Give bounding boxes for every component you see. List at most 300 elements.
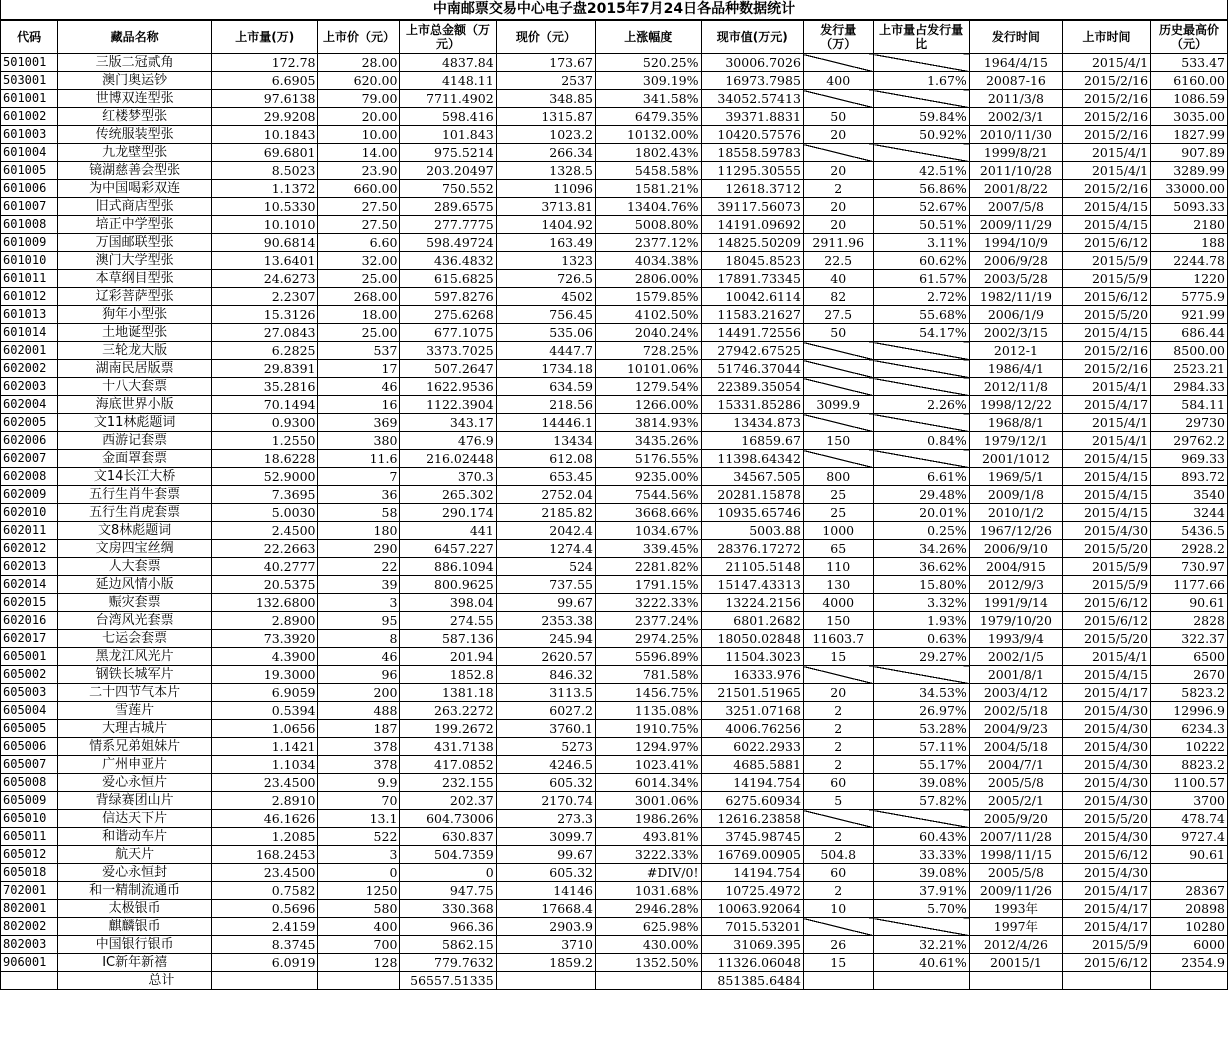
table-cell bbox=[803, 450, 873, 468]
table-row bbox=[1, 594, 1228, 612]
table-cell: 3700 bbox=[1151, 792, 1228, 810]
table-cell: 180 bbox=[318, 522, 400, 540]
table-cell: 3710 bbox=[496, 936, 595, 954]
table-cell: 10280 bbox=[1151, 918, 1228, 936]
table-cell: 58 bbox=[318, 504, 400, 522]
table-row bbox=[1, 504, 1228, 522]
table-row bbox=[1, 378, 1228, 396]
table-cell: 人大套票 bbox=[58, 558, 212, 576]
table-cell: 11096 bbox=[496, 180, 595, 198]
table-cell: 11603.7 bbox=[803, 630, 873, 648]
table-cell: 781.58% bbox=[596, 666, 701, 684]
table-cell: 5.0030 bbox=[211, 504, 318, 522]
table-cell: 2015/4/1 bbox=[1063, 144, 1151, 162]
table-cell: 478.74 bbox=[1151, 810, 1228, 828]
table-cell: 2537 bbox=[496, 72, 595, 90]
table-cell: 605003 bbox=[1, 684, 58, 702]
table-cell: 430.00% bbox=[596, 936, 701, 954]
table-cell: 3.32% bbox=[873, 594, 969, 612]
table-cell: 2004/7/1 bbox=[969, 756, 1062, 774]
table-cell: 1031.68% bbox=[596, 882, 701, 900]
table-cell: 322.37 bbox=[1151, 630, 1228, 648]
table-cell: 1294.97% bbox=[596, 738, 701, 756]
table-cell: 503001 bbox=[1, 72, 58, 90]
table-cell: 3668.66% bbox=[596, 504, 701, 522]
table-cell: 12618.3712 bbox=[701, 180, 803, 198]
table-cell: 1997年 bbox=[969, 918, 1062, 936]
table-cell: 15.80% bbox=[873, 576, 969, 594]
table-cell: 507.2647 bbox=[400, 360, 496, 378]
table-cell: 22389.35054 bbox=[701, 378, 803, 396]
table-cell: 339.45% bbox=[596, 540, 701, 558]
table-cell: 2015/4/30 bbox=[1063, 720, 1151, 738]
table-row bbox=[1, 252, 1228, 270]
table-cell: 2006/9/10 bbox=[969, 540, 1062, 558]
table-cell: 20 bbox=[803, 684, 873, 702]
table-cell: 57.82% bbox=[873, 792, 969, 810]
table-cell: 343.17 bbox=[400, 414, 496, 432]
table-cell: 1998/12/22 bbox=[969, 396, 1062, 414]
table-cell: 1.0656 bbox=[211, 720, 318, 738]
table-cell: 太极银币 bbox=[58, 900, 212, 918]
table-cell: 9.9 bbox=[318, 774, 400, 792]
table-row bbox=[1, 306, 1228, 324]
table-cell: 36 bbox=[318, 486, 400, 504]
table-cell: 601011 bbox=[1, 270, 58, 288]
table-cell: 2015/2/16 bbox=[1063, 126, 1151, 144]
header-row bbox=[1, 21, 1228, 54]
table-cell: 163.49 bbox=[496, 234, 595, 252]
table-cell: 11295.30555 bbox=[701, 162, 803, 180]
table-cell: 55.68% bbox=[873, 306, 969, 324]
table-cell: 10222 bbox=[1151, 738, 1228, 756]
table-cell: 61.57% bbox=[873, 270, 969, 288]
table-cell: 27.50 bbox=[318, 216, 400, 234]
table-cell: 95 bbox=[318, 612, 400, 630]
table-cell: 602016 bbox=[1, 612, 58, 630]
table-cell: 601006 bbox=[1, 180, 58, 198]
table-cell: 601002 bbox=[1, 108, 58, 126]
table-cell: 605005 bbox=[1, 720, 58, 738]
table-cell: 1802.43% bbox=[596, 144, 701, 162]
table-cell: 59.84% bbox=[873, 108, 969, 126]
table-cell bbox=[1063, 972, 1151, 990]
table-cell: 10 bbox=[803, 900, 873, 918]
table-cell: 2015/5/9 bbox=[1063, 576, 1151, 594]
table-cell: 2015/4/1 bbox=[1063, 432, 1151, 450]
table-cell: 2244.78 bbox=[1151, 252, 1228, 270]
table-cell: 26.97% bbox=[873, 702, 969, 720]
table-cell: 2003/4/12 bbox=[969, 684, 1062, 702]
table-cell: 2984.33 bbox=[1151, 378, 1228, 396]
table-cell bbox=[803, 342, 873, 360]
table-cell: 1827.99 bbox=[1151, 126, 1228, 144]
table-cell: 70 bbox=[318, 792, 400, 810]
table-cell bbox=[1151, 864, 1228, 882]
table-cell: 7711.4902 bbox=[400, 90, 496, 108]
table-cell: 16769.00905 bbox=[701, 846, 803, 864]
table-cell: 99.67 bbox=[496, 846, 595, 864]
table-cell: 6.0919 bbox=[211, 954, 318, 972]
table-cell: 3251.07168 bbox=[701, 702, 803, 720]
table-row bbox=[1, 126, 1228, 144]
table-cell: 土地诞型张 bbox=[58, 324, 212, 342]
table-cell: 2806.00% bbox=[596, 270, 701, 288]
sheet-title: 中南邮票交易中心电子盘2015年7月24日各品种数据统计 bbox=[0, 0, 1228, 20]
table-cell: 14194.754 bbox=[701, 864, 803, 882]
table-cell: 3.11% bbox=[873, 234, 969, 252]
table-row bbox=[1, 684, 1228, 702]
table-cell: 2015/2/16 bbox=[1063, 90, 1151, 108]
table-row bbox=[1, 702, 1228, 720]
table-cell: 18.6228 bbox=[211, 450, 318, 468]
table-cell: 2015/4/1 bbox=[1063, 414, 1151, 432]
table-cell: 20 bbox=[803, 198, 873, 216]
table-cell: 情系兄弟姐妹片 bbox=[58, 738, 212, 756]
table-cell: 602007 bbox=[1, 450, 58, 468]
table-cell: 27.5 bbox=[803, 306, 873, 324]
table-cell: 605011 bbox=[1, 828, 58, 846]
table-cell: 601013 bbox=[1, 306, 58, 324]
table-cell: 2620.57 bbox=[496, 648, 595, 666]
table-row bbox=[1, 756, 1228, 774]
table-cell: 15331.85286 bbox=[701, 396, 803, 414]
table-cell: 199.2672 bbox=[400, 720, 496, 738]
table-cell: 20 bbox=[803, 162, 873, 180]
table-cell: 4006.76256 bbox=[701, 720, 803, 738]
table-cell: 400 bbox=[803, 72, 873, 90]
table-cell: 23.4500 bbox=[211, 864, 318, 882]
table-cell: 53.28% bbox=[873, 720, 969, 738]
table-cell: 钢铁长城军片 bbox=[58, 666, 212, 684]
table-cell: 2007/5/8 bbox=[969, 198, 1062, 216]
table-cell: 1.93% bbox=[873, 612, 969, 630]
total-market-value: 851385.6484 bbox=[701, 972, 803, 990]
table-cell: 50 bbox=[803, 108, 873, 126]
table-cell: 168.2453 bbox=[211, 846, 318, 864]
table-cell: 602010 bbox=[1, 504, 58, 522]
table-cell: 0.9300 bbox=[211, 414, 318, 432]
table-cell: 290.174 bbox=[400, 504, 496, 522]
table-cell: 13404.76% bbox=[596, 198, 701, 216]
table-cell: 1.1034 bbox=[211, 756, 318, 774]
table-cell: 3001.06% bbox=[596, 792, 701, 810]
table-cell: 21501.51965 bbox=[701, 684, 803, 702]
table-cell: 1279.54% bbox=[596, 378, 701, 396]
table-cell: 800 bbox=[803, 468, 873, 486]
table-cell: 澳门大学型张 bbox=[58, 252, 212, 270]
table-cell: 16859.67 bbox=[701, 432, 803, 450]
table-cell: 1023.41% bbox=[596, 756, 701, 774]
table-cell: 1998/11/15 bbox=[969, 846, 1062, 864]
table-cell: 1034.67% bbox=[596, 522, 701, 540]
table-cell: 73.3920 bbox=[211, 630, 318, 648]
table-cell: 1100.57 bbox=[1151, 774, 1228, 792]
table-cell: 6000 bbox=[1151, 936, 1228, 954]
table-cell: 504.8 bbox=[803, 846, 873, 864]
table-cell: 35.2816 bbox=[211, 378, 318, 396]
table-cell: 10063.92064 bbox=[701, 900, 803, 918]
table-cell: 756.45 bbox=[496, 306, 595, 324]
total-label: 总计 bbox=[58, 972, 212, 990]
table-cell: 海底世界小版 bbox=[58, 396, 212, 414]
table-row bbox=[1, 90, 1228, 108]
table-cell: 266.34 bbox=[496, 144, 595, 162]
table-cell bbox=[803, 144, 873, 162]
table-cell: 2377.24% bbox=[596, 612, 701, 630]
table-row bbox=[1, 324, 1228, 342]
table-cell bbox=[873, 360, 969, 378]
table-row bbox=[1, 180, 1228, 198]
table-cell: 2002/5/18 bbox=[969, 702, 1062, 720]
table-cell: 18045.8523 bbox=[701, 252, 803, 270]
table-cell: 2040.24% bbox=[596, 324, 701, 342]
table-cell: 万国邮联型张 bbox=[58, 234, 212, 252]
table-cell: 602003 bbox=[1, 378, 58, 396]
table-cell: 1852.8 bbox=[400, 666, 496, 684]
table-cell: 5 bbox=[803, 792, 873, 810]
table-cell: 2015/6/12 bbox=[1063, 288, 1151, 306]
table-cell: 5003.88 bbox=[701, 522, 803, 540]
table-cell: 2015/5/9 bbox=[1063, 270, 1151, 288]
table-cell: 2015/4/17 bbox=[1063, 882, 1151, 900]
table-cell: 西游记套票 bbox=[58, 432, 212, 450]
table-cell: 277.7775 bbox=[400, 216, 496, 234]
table-cell: 2353.38 bbox=[496, 612, 595, 630]
table-cell: 5093.33 bbox=[1151, 198, 1228, 216]
table-row bbox=[1, 846, 1228, 864]
table-cell: 6801.2682 bbox=[701, 612, 803, 630]
table-cell: 779.7632 bbox=[400, 954, 496, 972]
table-cell: 2015/5/9 bbox=[1063, 558, 1151, 576]
table-cell: 921.99 bbox=[1151, 306, 1228, 324]
table-cell: 25 bbox=[803, 504, 873, 522]
table-cell: 2185.82 bbox=[496, 504, 595, 522]
table-cell: 镜湖慈善会型张 bbox=[58, 162, 212, 180]
table-cell: 907.89 bbox=[1151, 144, 1228, 162]
table-cell: 150 bbox=[803, 612, 873, 630]
table-cell: 3222.33% bbox=[596, 594, 701, 612]
table-cell: 14194.754 bbox=[701, 774, 803, 792]
table-cell: 2377.12% bbox=[596, 234, 701, 252]
table-cell: 20.5375 bbox=[211, 576, 318, 594]
table-cell: 0.63% bbox=[873, 630, 969, 648]
table-cell: 21105.5148 bbox=[701, 558, 803, 576]
table-cell: 605.32 bbox=[496, 864, 595, 882]
table-cell: 22 bbox=[318, 558, 400, 576]
table-cell: 3099.9 bbox=[803, 396, 873, 414]
table-cell: 雪莲片 bbox=[58, 702, 212, 720]
table-cell: 27.0843 bbox=[211, 324, 318, 342]
table-cell: 5008.80% bbox=[596, 216, 701, 234]
table-cell: 6.60 bbox=[318, 234, 400, 252]
table-cell: 34.53% bbox=[873, 684, 969, 702]
table-cell: 14446.1 bbox=[496, 414, 595, 432]
table-cell: 737.55 bbox=[496, 576, 595, 594]
table-cell: 216.02448 bbox=[400, 450, 496, 468]
table-row bbox=[1, 792, 1228, 810]
table-cell: 309.19% bbox=[596, 72, 701, 90]
table-cell: 2004/5/18 bbox=[969, 738, 1062, 756]
table-cell: 750.552 bbox=[400, 180, 496, 198]
table-cell: 7015.53201 bbox=[701, 918, 803, 936]
table-cell: 26 bbox=[803, 936, 873, 954]
table-row bbox=[1, 612, 1228, 630]
table-cell: 52.9000 bbox=[211, 468, 318, 486]
table-cell: 4000 bbox=[803, 594, 873, 612]
column-header: 代码 bbox=[1, 21, 58, 54]
table-cell: 2015/4/15 bbox=[1063, 198, 1151, 216]
table-row bbox=[1, 234, 1228, 252]
table-cell: 34.26% bbox=[873, 540, 969, 558]
table-cell: 3 bbox=[318, 594, 400, 612]
table-cell: 601008 bbox=[1, 216, 58, 234]
table-cell: 3373.7025 bbox=[400, 342, 496, 360]
table-cell: 11326.06048 bbox=[701, 954, 803, 972]
table-cell: 1404.92 bbox=[496, 216, 595, 234]
table-cell bbox=[969, 972, 1062, 990]
table-cell: 265.302 bbox=[400, 486, 496, 504]
table-cell: 846.32 bbox=[496, 666, 595, 684]
table-cell: 39.08% bbox=[873, 864, 969, 882]
table-cell: 2006/1/9 bbox=[969, 306, 1062, 324]
table-cell: 0 bbox=[400, 864, 496, 882]
table-cell: 2011/10/28 bbox=[969, 162, 1062, 180]
table-cell: 2015/6/12 bbox=[1063, 846, 1151, 864]
table-cell: 4102.50% bbox=[596, 306, 701, 324]
table-cell: 702001 bbox=[1, 882, 58, 900]
table-cell: 601010 bbox=[1, 252, 58, 270]
table-cell: 10042.6114 bbox=[701, 288, 803, 306]
table-cell: 800.9625 bbox=[400, 576, 496, 594]
table-cell: 602006 bbox=[1, 432, 58, 450]
table-cell: 29.48% bbox=[873, 486, 969, 504]
table-cell: 18050.02848 bbox=[701, 630, 803, 648]
table-cell: 677.1075 bbox=[400, 324, 496, 342]
table-cell: 4685.5881 bbox=[701, 756, 803, 774]
table-cell: 培正中学型张 bbox=[58, 216, 212, 234]
table-cell: 2010/11/30 bbox=[969, 126, 1062, 144]
table-cell: 605001 bbox=[1, 648, 58, 666]
table-cell: 1135.08% bbox=[596, 702, 701, 720]
table-cell: 1579.85% bbox=[596, 288, 701, 306]
table-cell: 3814.93% bbox=[596, 414, 701, 432]
table-cell: 12616.23858 bbox=[701, 810, 803, 828]
table-cell: 13434.873 bbox=[701, 414, 803, 432]
table-cell: 1964/4/15 bbox=[969, 54, 1062, 72]
table-cell: 6275.60934 bbox=[701, 792, 803, 810]
table-cell: 8823.2 bbox=[1151, 756, 1228, 774]
table-cell: 2015/4/15 bbox=[1063, 324, 1151, 342]
table-cell: 602005 bbox=[1, 414, 58, 432]
table-cell: 13.6401 bbox=[211, 252, 318, 270]
table-cell: 886.1094 bbox=[400, 558, 496, 576]
table-cell: 6014.34% bbox=[596, 774, 701, 792]
table-cell: 25 bbox=[803, 486, 873, 504]
table-cell: 3435.26% bbox=[596, 432, 701, 450]
table-cell: 32.00 bbox=[318, 252, 400, 270]
table-cell: 2015/2/16 bbox=[1063, 360, 1151, 378]
table-cell: 493.81% bbox=[596, 828, 701, 846]
table-cell: 370.3 bbox=[400, 468, 496, 486]
table-cell: 0.84% bbox=[873, 432, 969, 450]
table-cell: 1910.75% bbox=[596, 720, 701, 738]
table-cell: 620.00 bbox=[318, 72, 400, 90]
table-cell: 20015/1 bbox=[969, 954, 1062, 972]
table-cell: 537 bbox=[318, 342, 400, 360]
table-cell: 90.6814 bbox=[211, 234, 318, 252]
table-cell: 2015/2/16 bbox=[1063, 342, 1151, 360]
table-cell: 1994/10/9 bbox=[969, 234, 1062, 252]
table-cell: 和一精制流通币 bbox=[58, 882, 212, 900]
table-cell: 3713.81 bbox=[496, 198, 595, 216]
table-cell: 18558.59783 bbox=[701, 144, 803, 162]
table-cell: 红楼梦型张 bbox=[58, 108, 212, 126]
table-cell: 8 bbox=[318, 630, 400, 648]
table-cell: 6457.227 bbox=[400, 540, 496, 558]
table-cell: 605008 bbox=[1, 774, 58, 792]
table-cell: 37.91% bbox=[873, 882, 969, 900]
table-cell: 2015/4/30 bbox=[1063, 702, 1151, 720]
table-cell: 2011/3/8 bbox=[969, 90, 1062, 108]
table-cell: 601001 bbox=[1, 90, 58, 108]
table-cell: 澳门奥运钞 bbox=[58, 72, 212, 90]
table-cell: 587.136 bbox=[400, 630, 496, 648]
table-cell: 36.62% bbox=[873, 558, 969, 576]
table-cell: 187 bbox=[318, 720, 400, 738]
table-cell: 6022.2933 bbox=[701, 738, 803, 756]
total-row bbox=[1, 972, 1228, 990]
table-row bbox=[1, 144, 1228, 162]
table-cell: 69.6801 bbox=[211, 144, 318, 162]
table-cell: 1086.59 bbox=[1151, 90, 1228, 108]
table-cell: 110 bbox=[803, 558, 873, 576]
table-cell: 1.1421 bbox=[211, 738, 318, 756]
table-cell: 5176.55% bbox=[596, 450, 701, 468]
table-cell: 13224.2156 bbox=[701, 594, 803, 612]
table-cell: 3745.98745 bbox=[701, 828, 803, 846]
table-row bbox=[1, 900, 1228, 918]
table-cell: 46.1626 bbox=[211, 810, 318, 828]
table-row bbox=[1, 72, 1228, 90]
table-cell: 601009 bbox=[1, 234, 58, 252]
table-cell: 13.1 bbox=[318, 810, 400, 828]
table-cell: 航天片 bbox=[58, 846, 212, 864]
table-cell: 台湾风光套票 bbox=[58, 612, 212, 630]
table-cell: 46 bbox=[318, 378, 400, 396]
table-cell: 5458.58% bbox=[596, 162, 701, 180]
table-cell: 2015/4/17 bbox=[1063, 918, 1151, 936]
table-cell: 802001 bbox=[1, 900, 58, 918]
table-cell: 20.01% bbox=[873, 504, 969, 522]
table-row bbox=[1, 828, 1228, 846]
table-cell bbox=[803, 810, 873, 828]
column-header: 发行量（万） bbox=[803, 21, 873, 54]
table-cell: 15 bbox=[803, 648, 873, 666]
table-cell: 6.61% bbox=[873, 468, 969, 486]
table-cell: 10.00 bbox=[318, 126, 400, 144]
table-row bbox=[1, 198, 1228, 216]
table-cell: 605010 bbox=[1, 810, 58, 828]
table-cell bbox=[873, 810, 969, 828]
table-cell: 660.00 bbox=[318, 180, 400, 198]
table-cell: 8500.00 bbox=[1151, 342, 1228, 360]
table-cell: 8.3745 bbox=[211, 936, 318, 954]
table-cell: 10.5330 bbox=[211, 198, 318, 216]
table-cell: IC新年新禧 bbox=[58, 954, 212, 972]
table-row bbox=[1, 576, 1228, 594]
table-cell: 2015/4/17 bbox=[1063, 900, 1151, 918]
